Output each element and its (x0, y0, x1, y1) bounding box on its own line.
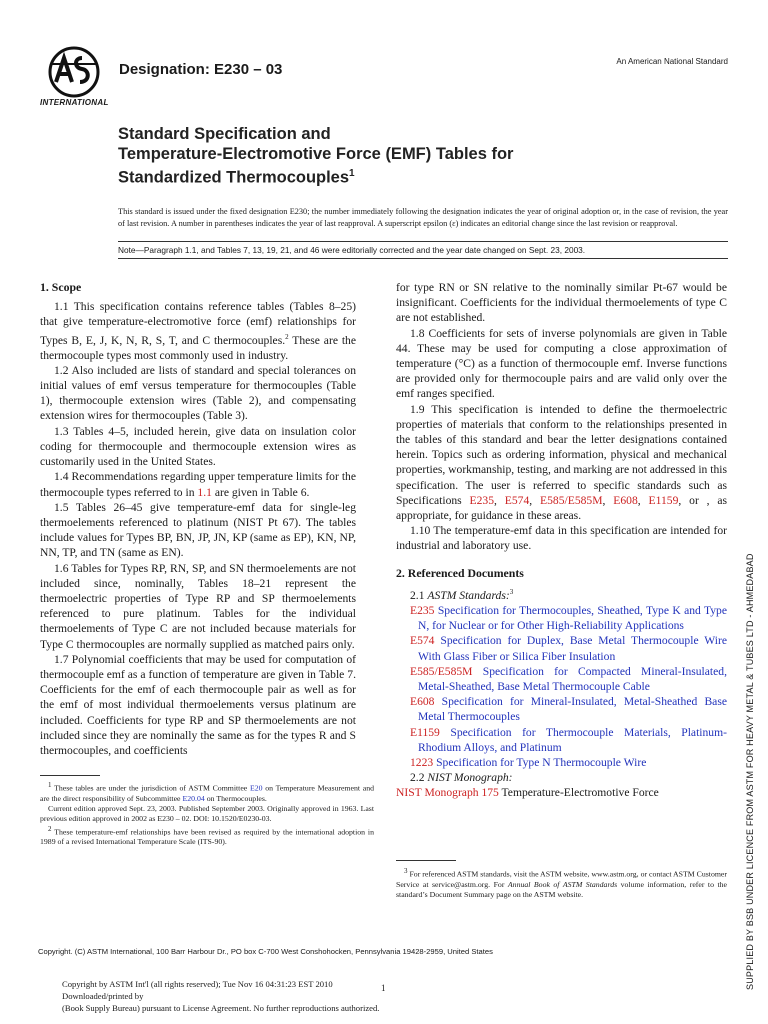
ref-code-nist-175[interactable]: NIST Monograph 175 (396, 786, 499, 800)
para-1-6: 1.6 Tables for Types RP, RN, SP, and SN thermoelements are not included since, nominally, Tables 18–21 represent the thermoelectric properties of Type RP and SP thermoelements referenced to pure platinum. Tables for the individual thermoelements of Type C are not included because materials for Type C thermocouples are normally supplied as matched pairs only. (40, 561, 356, 651)
right-column (396, 280, 727, 801)
title-line-1: Standard Specification and (118, 125, 331, 143)
scope-heading: 1. Scope (40, 280, 82, 294)
para-1-4-end: are given in Table 6. (211, 485, 310, 499)
ref-title-e585[interactable]: Specification for Compacted Mineral-Insulated, Metal-Sheathed, Base Metal Thermocouple Cable (418, 664, 727, 693)
license-line-1: Copyright by ASTM Int'l (all rights reserved); Tue Nov 16 04:31:23 EST 2010 (62, 979, 333, 989)
section-2-1-number: 2.1 (410, 588, 428, 602)
footnote-1-text-a: These tables are under the jurisdiction of ASTM Committee (51, 783, 250, 793)
side-licence-text: SUPPLIED BY BSB UNDER LICENCE FROM ASTM FOR HEAVY METAL & TUBES LTD - AHMEDABAD (745, 553, 755, 990)
link-committee-e20[interactable]: E20 (249, 783, 263, 793)
american-national-standard: An American National Standard (616, 57, 728, 66)
para-1-10: 1.10 The temperature-emf data in this specification are intended for industrial and laboratory use. (396, 524, 727, 553)
para-1-4 (40, 469, 356, 499)
astm-standards-label (396, 585, 727, 603)
astm-standards-title: ASTM Standards: (427, 588, 510, 602)
para-1-9-end: , or , as appropriate, for guidance in these areas. (396, 493, 728, 523)
footnote-2-mark: 2 (285, 332, 289, 341)
ref-code-1223[interactable]: 1223 (410, 755, 434, 769)
para-1-5: 1.5 Tables 26–45 give temperature-emf data for single-leg thermoelements referenced to platinum (NIST Pt 67). The tables include values for Types BP, BN, JP, JN, KP (same as EP), KN, NP, NN, TP, and TN (same as EN). (40, 500, 356, 560)
para-1-7: 1.7 Polynomial coefficients that may be used for computation of thermocouple emf as a function of temperature are given in Table 7. Coefficients for the emf of each thermocouple pair as well as for the emf of most individual thermoelements versus platinum are included. Coefficients for type RP and SP thermoelements are not included since they are nominally the same as for the types R and S thermocouples, and coefficients (40, 652, 356, 757)
issuance-notice: This standard is issued under the fixed designation E230; the number immediately following the designation indicates the year of original adoption or, in the case of revision, the year of last revision. A number in parentheses indicates the year of last reapproval. A superscript epsilon (ε) indicates an editorial change since the last revision or reapproval. (118, 207, 728, 228)
link-section-1-1[interactable]: 1.1 (197, 485, 212, 499)
footnote-right (396, 866, 727, 900)
divider-bottom (118, 258, 728, 259)
para-1-8: 1.8 Coefficients for sets of inverse polynomials are given in Table 44. These may be used for computing a close approximation of temperature (°C) as a function of thermocouple emf. Inverse functions are provided only for thermocouple pairs and are valid only over the emf ranges specified. (396, 326, 727, 401)
logo-international-text: INTERNATIONAL (40, 98, 109, 107)
footnote-3-text-b: volume information, refer to the standard’s Document Summary page on the ASTM website. (396, 879, 727, 899)
footnote-3-label: 3 (404, 867, 408, 875)
footnotes-left (40, 780, 374, 847)
para-1-2: 1.2 Also included are lists of standard and special tolerances on initial values of emf versus temperature for thermocouples (Table 1), thermocouple extension wires (Table 2), and compensating extension wires for thermocouples (Table 3). (40, 363, 356, 423)
ref-e1159 (396, 725, 727, 755)
link-e1159[interactable]: E1159 (648, 493, 679, 507)
footnote-1-current-edition: Current edition approved Sept. 23, 2003. Published September 2003. Originally approved in 1963. Last previous edition approved in 2002 as E230 – 02. DOI: 10.1520/E0230-03. (40, 803, 374, 823)
para-1-7-continued: for type RN or SN relative to the nominally similar Pt-67 would be insignificant. Coefficients for the individual thermoelements of type C are not established. (396, 281, 727, 325)
left-column (40, 280, 356, 758)
footnote-1 (40, 780, 374, 804)
license-line-3: (Book Supply Bureau) pursuant to License Agreement. No further reproductions authorized. (62, 1003, 380, 1013)
footnote-1-text-b: on Temperature Measurement and are the direct responsibility of Subcommittee (40, 783, 374, 803)
para-1-1-text: 1.1 This specification contains reference tables (Tables 8–25) that give temperature-electromotive force (emf) relationships for Types B, E, J, K, N, R, S, T, and C thermocouples. (40, 300, 356, 347)
footnote-1-mark: 1 (48, 781, 52, 789)
ref-code-e235[interactable]: E235 (410, 603, 435, 617)
section-2-2-number: 2.2 (410, 771, 428, 785)
link-e585[interactable]: E585/E585M (540, 493, 603, 507)
title-line-3-text: Standardized Thermocouples (118, 168, 350, 187)
ref-1223 (396, 755, 727, 770)
ref-e585 (396, 664, 727, 694)
ref-title-e574[interactable]: Specification for Duplex, Base Metal Thermocouple Wire With Glass Fiber or Silica Fiber Insulation (418, 634, 727, 663)
footnote-rule-right (396, 860, 456, 861)
footnote-3-mark: 3 (509, 587, 514, 596)
link-subcommittee-e20-04[interactable]: E20.04 (182, 793, 205, 803)
ref-code-e574[interactable]: E574 (410, 634, 435, 648)
para-1-1-end: These are the thermocouple types most commonly used in industry. (40, 333, 356, 362)
copyright-line: Copyright. (C) ASTM International, 100 Barr Harbour Dr., PO box C-700 West Conshohocken, Pennsylvania 19428-2959, United States (38, 947, 493, 956)
para-1-4-text: 1.4 Recommendations regarding upper temperature limits for the thermocouple types referred to in (40, 470, 356, 499)
ref-code-e608[interactable]: E608 (410, 695, 435, 709)
ref-title-1223[interactable]: Specification for Type N Thermocouple Wire (436, 755, 647, 769)
title-footnote-mark: 1 (349, 168, 355, 179)
license-block (62, 978, 379, 1014)
footnote-3 (396, 866, 727, 900)
page-title (118, 124, 513, 188)
footnote-3-italic: Annual Book of ASTM Standards (507, 879, 618, 889)
para-1-3: 1.3 Tables 4–5, included herein, give data on insulation color coding for thermocouple and thermocouple extension wires as customarily used in the United States. (40, 424, 356, 469)
para-1-1 (40, 299, 356, 363)
nist-monograph-title: NIST Monograph: (427, 771, 513, 785)
title-line-2: Temperature-Electromotive Force (EMF) Tables for (118, 145, 514, 163)
license-line-2: Downloaded/printed by (62, 991, 144, 1001)
editorial-note: Note—Paragraph 1.1, and Tables 7, 13, 19, 21, and 46 were editorially corrected and the year date changed on Sept. 23, 2003. (118, 245, 586, 255)
footnote-2-text: These temperature-emf relationships have been revised as required by the international adoption in 1989 of a revised International Temperature Scale (ITS-90). (40, 827, 374, 847)
title-line-3 (118, 164, 513, 188)
footnote-3-text-a: For referenced ASTM standards, visit the ASTM website, www.astm.org, or contact ASTM Customer Service at service@astm.org. For (396, 869, 727, 889)
ref-title-nist-175: Temperature-Electromotive Force (498, 786, 659, 800)
designation: Designation: E230 – 03 (119, 61, 283, 78)
para-1-9-text: 1.9 This specification is intended to define the thermoelectric properties of materials that conform to the relationships presented in the tables of this standard and bear the letter designations contained herein. Topics such as ordering information, physical and mechanical properties, workmanship, testing, and marking are not addressed in this specification. The user is referred to specific standards such as Specifications (396, 402, 727, 507)
footnote-2-label: 2 (48, 824, 52, 833)
footnote-2 (40, 824, 374, 848)
ref-title-e1159[interactable]: Specification for Thermocouple Materials, Platinum-Rhodium Alloys, and Platinum (418, 725, 727, 754)
footnote-rule-left (40, 775, 100, 776)
ref-title-e608[interactable]: Specification for Mineral-Insulated, Metal-Sheathed Base Metal Thermocouples (418, 695, 727, 724)
ref-title-e235[interactable]: Specification for Thermocouples, Sheathed, Type K and Type N, for Nuclear or for Other High-Reliability Applications (418, 603, 727, 633)
ref-code-e585[interactable]: E585/E585M (410, 664, 473, 678)
ref-e235 (396, 603, 727, 633)
ref-e608 (396, 694, 727, 724)
nist-monograph-label (396, 770, 727, 785)
link-e235[interactable]: E235 (469, 493, 495, 507)
divider-top (118, 241, 728, 242)
link-e574[interactable]: E574 (504, 493, 530, 507)
link-e608[interactable]: E608 (613, 493, 638, 507)
ref-code-e1159[interactable]: E1159 (410, 725, 440, 739)
ref-e574 (396, 633, 727, 663)
astm-logo (34, 44, 114, 110)
para-1-9: 1.9 This specification is intended to define the thermoelectric properties of materials that conform to the relationships presented in the tables of this standard and bear the letter designations contained herein. Topics such as ordering information, physical and mechanical properties, workmanship, testing, and marking are not addressed in this specification. The user is referred to specific standards such as Specifications E235, E574, E585/E585M, E608, E1159, or , as appropriate, for guidance in these areas. (396, 402, 728, 523)
footnote-1-text-c: on Thermocouples. (204, 793, 267, 803)
ref-nist-175 (396, 785, 727, 800)
referenced-documents-heading: 2. Referenced Documents (396, 565, 524, 580)
page-number: 1 (381, 983, 386, 993)
